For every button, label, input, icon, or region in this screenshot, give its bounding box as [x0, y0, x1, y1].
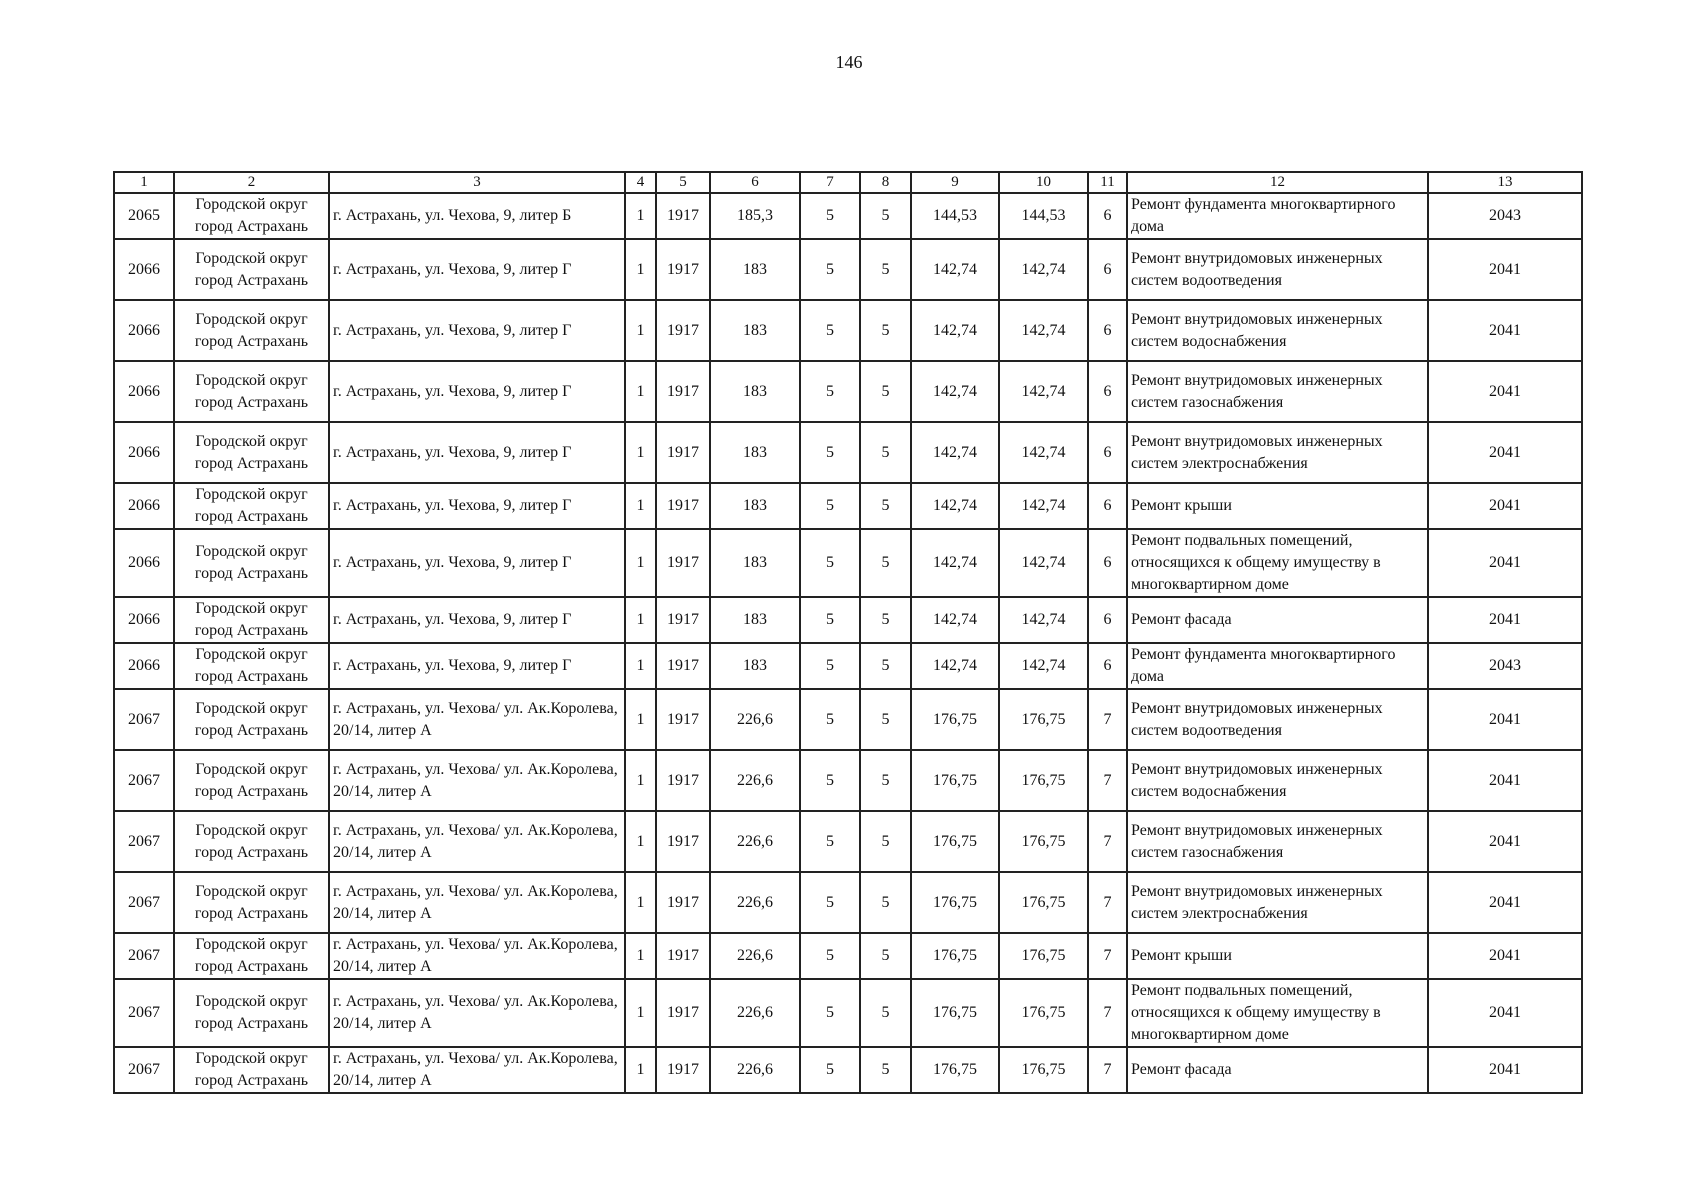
table-row: [114, 361, 1582, 422]
build-year-cell: 1917: [656, 1047, 710, 1093]
municipality-cell: Городской округ город Астрахань: [174, 1047, 329, 1093]
municipality-cell: Городской округ город Астрахань: [174, 300, 329, 361]
work-type-cell: Ремонт внутридомовых инженерных систем газоснабжения: [1127, 361, 1428, 422]
column-header: 2: [174, 172, 329, 193]
total-area-cell: 226,6: [710, 811, 800, 872]
area-value-9-cell: 142,74: [911, 597, 999, 643]
area-value-9-cell: 142,74: [911, 361, 999, 422]
col-7-value-cell: 5: [800, 239, 860, 300]
col-8-value-cell: 5: [860, 872, 911, 933]
building-count-cell: 1: [625, 979, 656, 1047]
municipality-cell: Городской округ город Астрахань: [174, 597, 329, 643]
table-row: [114, 979, 1582, 1047]
col-11-value-cell: 6: [1088, 597, 1127, 643]
address-cell: г. Астрахань, ул. Чехова/ ул. Ак.Королева, 20/14, литер А: [329, 1047, 625, 1093]
municipality-cell: Городской округ город Астрахань: [174, 750, 329, 811]
area-value-10-cell: 176,75: [999, 750, 1088, 811]
planned-year-cell: 2041: [1428, 1047, 1582, 1093]
col-7-value-cell: 5: [800, 750, 860, 811]
total-area-cell: 226,6: [710, 750, 800, 811]
building-count-cell: 1: [625, 361, 656, 422]
work-type-cell: Ремонт фундамента многоквартирного дома: [1127, 193, 1428, 239]
build-year-cell: 1917: [656, 361, 710, 422]
col-7-value-cell: 5: [800, 933, 860, 979]
table-row: [114, 750, 1582, 811]
col-11-value-cell: 6: [1088, 239, 1127, 300]
row-number-cell: 2066: [114, 529, 174, 597]
planned-year-cell: 2041: [1428, 361, 1582, 422]
col-7-value-cell: 5: [800, 872, 860, 933]
building-count-cell: 1: [625, 483, 656, 529]
planned-year-cell: 2041: [1428, 689, 1582, 750]
build-year-cell: 1917: [656, 979, 710, 1047]
total-area-cell: 226,6: [710, 1047, 800, 1093]
col-11-value-cell: 7: [1088, 1047, 1127, 1093]
col-7-value-cell: 5: [800, 689, 860, 750]
table-row: [114, 811, 1582, 872]
municipality-cell: Городской округ город Астрахань: [174, 933, 329, 979]
area-value-10-cell: 142,74: [999, 643, 1088, 689]
col-11-value-cell: 7: [1088, 979, 1127, 1047]
building-count-cell: 1: [625, 811, 656, 872]
col-11-value-cell: 6: [1088, 193, 1127, 239]
table-header-row: [114, 172, 1582, 193]
planned-year-cell: 2041: [1428, 239, 1582, 300]
address-cell: г. Астрахань, ул. Чехова, 9, литер Г: [329, 239, 625, 300]
work-type-cell: Ремонт внутридомовых инженерных систем электроснабжения: [1127, 422, 1428, 483]
total-area-cell: 226,6: [710, 979, 800, 1047]
work-type-cell: Ремонт крыши: [1127, 483, 1428, 529]
address-cell: г. Астрахань, ул. Чехова/ ул. Ак.Королева, 20/14, литер А: [329, 811, 625, 872]
col-7-value-cell: 5: [800, 361, 860, 422]
build-year-cell: 1917: [656, 872, 710, 933]
total-area-cell: 183: [710, 483, 800, 529]
table-row: [114, 933, 1582, 979]
build-year-cell: 1917: [656, 597, 710, 643]
area-value-10-cell: 176,75: [999, 811, 1088, 872]
row-number-cell: 2067: [114, 1047, 174, 1093]
table-row: [114, 689, 1582, 750]
area-value-10-cell: 144,53: [999, 193, 1088, 239]
total-area-cell: 183: [710, 361, 800, 422]
area-value-10-cell: 142,74: [999, 597, 1088, 643]
col-7-value-cell: 5: [800, 300, 860, 361]
area-value-10-cell: 176,75: [999, 689, 1088, 750]
row-number-cell: 2066: [114, 643, 174, 689]
table-row: [114, 1047, 1582, 1093]
building-count-cell: 1: [625, 239, 656, 300]
municipality-cell: Городской округ город Астрахань: [174, 979, 329, 1047]
table-row: [114, 193, 1582, 239]
area-value-9-cell: 142,74: [911, 239, 999, 300]
area-value-10-cell: 176,75: [999, 933, 1088, 979]
address-cell: г. Астрахань, ул. Чехова/ ул. Ак.Королева, 20/14, литер А: [329, 689, 625, 750]
area-value-10-cell: 142,74: [999, 422, 1088, 483]
build-year-cell: 1917: [656, 811, 710, 872]
col-7-value-cell: 5: [800, 643, 860, 689]
work-type-cell: Ремонт фасада: [1127, 1047, 1428, 1093]
planned-year-cell: 2041: [1428, 529, 1582, 597]
col-11-value-cell: 6: [1088, 300, 1127, 361]
planned-year-cell: 2043: [1428, 643, 1582, 689]
municipality-cell: Городской округ город Астрахань: [174, 811, 329, 872]
col-8-value-cell: 5: [860, 529, 911, 597]
table-row: [114, 483, 1582, 529]
building-count-cell: 1: [625, 597, 656, 643]
area-value-9-cell: 176,75: [911, 1047, 999, 1093]
table-row: [114, 422, 1582, 483]
planned-year-cell: 2041: [1428, 872, 1582, 933]
planned-year-cell: 2041: [1428, 933, 1582, 979]
address-cell: г. Астрахань, ул. Чехова, 9, литер Б: [329, 193, 625, 239]
col-11-value-cell: 7: [1088, 933, 1127, 979]
total-area-cell: 183: [710, 422, 800, 483]
col-8-value-cell: 5: [860, 979, 911, 1047]
planned-year-cell: 2041: [1428, 979, 1582, 1047]
planned-year-cell: 2041: [1428, 597, 1582, 643]
row-number-cell: 2067: [114, 689, 174, 750]
col-7-value-cell: 5: [800, 979, 860, 1047]
row-number-cell: 2066: [114, 300, 174, 361]
building-count-cell: 1: [625, 529, 656, 597]
work-type-cell: Ремонт внутридомовых инженерных систем водоотведения: [1127, 239, 1428, 300]
column-header: 5: [656, 172, 710, 193]
table-row: [114, 300, 1582, 361]
build-year-cell: 1917: [656, 483, 710, 529]
col-7-value-cell: 5: [800, 597, 860, 643]
col-7-value-cell: 5: [800, 483, 860, 529]
area-value-9-cell: 142,74: [911, 529, 999, 597]
municipality-cell: Городской округ город Астрахань: [174, 239, 329, 300]
total-area-cell: 183: [710, 597, 800, 643]
row-number-cell: 2067: [114, 933, 174, 979]
total-area-cell: 183: [710, 643, 800, 689]
address-cell: г. Астрахань, ул. Чехова, 9, литер Г: [329, 597, 625, 643]
col-8-value-cell: 5: [860, 300, 911, 361]
work-type-cell: Ремонт фасада: [1127, 597, 1428, 643]
address-cell: г. Астрахань, ул. Чехова, 9, литер Г: [329, 529, 625, 597]
municipality-cell: Городской округ город Астрахань: [174, 422, 329, 483]
address-cell: г. Астрахань, ул. Чехова, 9, литер Г: [329, 483, 625, 529]
area-value-9-cell: 176,75: [911, 872, 999, 933]
area-value-9-cell: 176,75: [911, 689, 999, 750]
municipality-cell: Городской округ город Астрахань: [174, 529, 329, 597]
table-row: [114, 239, 1582, 300]
area-value-10-cell: 176,75: [999, 1047, 1088, 1093]
address-cell: г. Астрахань, ул. Чехова/ ул. Ак.Королева, 20/14, литер А: [329, 933, 625, 979]
column-header: 7: [800, 172, 860, 193]
area-value-10-cell: 142,74: [999, 361, 1088, 422]
col-11-value-cell: 7: [1088, 750, 1127, 811]
build-year-cell: 1917: [656, 933, 710, 979]
planned-year-cell: 2041: [1428, 811, 1582, 872]
planned-year-cell: 2041: [1428, 750, 1582, 811]
area-value-10-cell: 176,75: [999, 872, 1088, 933]
row-number-cell: 2067: [114, 872, 174, 933]
col-8-value-cell: 5: [860, 597, 911, 643]
area-value-9-cell: 176,75: [911, 933, 999, 979]
municipality-cell: Городской округ город Астрахань: [174, 193, 329, 239]
column-header: 9: [911, 172, 999, 193]
row-number-cell: 2067: [114, 750, 174, 811]
work-type-cell: Ремонт фундамента многоквартирного дома: [1127, 643, 1428, 689]
total-area-cell: 226,6: [710, 933, 800, 979]
column-header: 1: [114, 172, 174, 193]
col-8-value-cell: 5: [860, 689, 911, 750]
col-8-value-cell: 5: [860, 811, 911, 872]
area-value-9-cell: 142,74: [911, 300, 999, 361]
column-header: 4: [625, 172, 656, 193]
build-year-cell: 1917: [656, 300, 710, 361]
address-cell: г. Астрахань, ул. Чехова, 9, литер Г: [329, 300, 625, 361]
address-cell: г. Астрахань, ул. Чехова, 9, литер Г: [329, 422, 625, 483]
area-value-9-cell: 144,53: [911, 193, 999, 239]
col-7-value-cell: 5: [800, 193, 860, 239]
planned-year-cell: 2041: [1428, 483, 1582, 529]
column-header: 13: [1428, 172, 1582, 193]
municipality-cell: Городской округ город Астрахань: [174, 361, 329, 422]
column-header: 6: [710, 172, 800, 193]
building-count-cell: 1: [625, 872, 656, 933]
col-8-value-cell: 5: [860, 193, 911, 239]
col-11-value-cell: 6: [1088, 361, 1127, 422]
total-area-cell: 226,6: [710, 689, 800, 750]
work-type-cell: Ремонт подвальных помещений, относящихся к общему имуществу в многоквартирном доме: [1127, 979, 1428, 1047]
table-row: [114, 643, 1582, 689]
municipality-cell: Городской округ город Астрахань: [174, 483, 329, 529]
row-number-cell: 2067: [114, 811, 174, 872]
work-type-cell: Ремонт подвальных помещений, относящихся к общему имуществу в многоквартирном доме: [1127, 529, 1428, 597]
area-value-10-cell: 142,74: [999, 529, 1088, 597]
col-8-value-cell: 5: [860, 239, 911, 300]
col-8-value-cell: 5: [860, 483, 911, 529]
planned-year-cell: 2041: [1428, 300, 1582, 361]
build-year-cell: 1917: [656, 239, 710, 300]
col-11-value-cell: 6: [1088, 422, 1127, 483]
col-11-value-cell: 6: [1088, 643, 1127, 689]
col-7-value-cell: 5: [800, 811, 860, 872]
build-year-cell: 1917: [656, 422, 710, 483]
area-value-10-cell: 142,74: [999, 239, 1088, 300]
column-header: 10: [999, 172, 1088, 193]
area-value-10-cell: 142,74: [999, 300, 1088, 361]
build-year-cell: 1917: [656, 643, 710, 689]
address-cell: г. Астрахань, ул. Чехова, 9, литер Г: [329, 361, 625, 422]
row-number-cell: 2066: [114, 361, 174, 422]
column-header: 12: [1127, 172, 1428, 193]
municipality-cell: Городской округ город Астрахань: [174, 643, 329, 689]
row-number-cell: 2067: [114, 979, 174, 1047]
area-value-10-cell: 176,75: [999, 979, 1088, 1047]
municipality-cell: Городской округ город Астрахань: [174, 872, 329, 933]
planned-year-cell: 2043: [1428, 193, 1582, 239]
building-count-cell: 1: [625, 750, 656, 811]
row-number-cell: 2065: [114, 193, 174, 239]
work-type-cell: Ремонт внутридомовых инженерных систем водоотведения: [1127, 689, 1428, 750]
address-cell: г. Астрахань, ул. Чехова/ ул. Ак.Королева, 20/14, литер А: [329, 872, 625, 933]
col-11-value-cell: 7: [1088, 689, 1127, 750]
page-number: 146: [835, 52, 863, 72]
build-year-cell: 1917: [656, 750, 710, 811]
row-number-cell: 2066: [114, 597, 174, 643]
row-number-cell: 2066: [114, 422, 174, 483]
table-body: [114, 193, 1582, 1093]
build-year-cell: 1917: [656, 529, 710, 597]
building-count-cell: 1: [625, 422, 656, 483]
col-11-value-cell: 6: [1088, 483, 1127, 529]
total-area-cell: 183: [710, 239, 800, 300]
area-value-9-cell: 142,74: [911, 483, 999, 529]
column-header: 11: [1088, 172, 1127, 193]
col-7-value-cell: 5: [800, 1047, 860, 1093]
address-cell: г. Астрахань, ул. Чехова/ ул. Ак.Королева, 20/14, литер А: [329, 750, 625, 811]
build-year-cell: 1917: [656, 689, 710, 750]
col-8-value-cell: 5: [860, 750, 911, 811]
col-11-value-cell: 6: [1088, 529, 1127, 597]
col-8-value-cell: 5: [860, 933, 911, 979]
row-number-cell: 2066: [114, 239, 174, 300]
address-cell: г. Астрахань, ул. Чехова/ ул. Ак.Королева, 20/14, литер А: [329, 979, 625, 1047]
col-8-value-cell: 5: [860, 422, 911, 483]
work-type-cell: Ремонт внутридомовых инженерных систем водоснабжения: [1127, 300, 1428, 361]
total-area-cell: 185,3: [710, 193, 800, 239]
municipality-cell: Городской округ город Астрахань: [174, 689, 329, 750]
col-8-value-cell: 5: [860, 361, 911, 422]
planned-year-cell: 2041: [1428, 422, 1582, 483]
area-value-9-cell: 176,75: [911, 979, 999, 1047]
area-value-9-cell: 142,74: [911, 643, 999, 689]
area-value-9-cell: 176,75: [911, 811, 999, 872]
column-header: 3: [329, 172, 625, 193]
building-count-cell: 1: [625, 643, 656, 689]
table-row: [114, 872, 1582, 933]
col-11-value-cell: 7: [1088, 811, 1127, 872]
table-row: [114, 529, 1582, 597]
area-value-10-cell: 142,74: [999, 483, 1088, 529]
col-8-value-cell: 5: [860, 643, 911, 689]
work-type-cell: Ремонт крыши: [1127, 933, 1428, 979]
col-7-value-cell: 5: [800, 422, 860, 483]
row-number-cell: 2066: [114, 483, 174, 529]
work-type-cell: Ремонт внутридомовых инженерных систем электроснабжения: [1127, 872, 1428, 933]
building-count-cell: 1: [625, 689, 656, 750]
col-11-value-cell: 7: [1088, 872, 1127, 933]
total-area-cell: 226,6: [710, 872, 800, 933]
build-year-cell: 1917: [656, 193, 710, 239]
registry-table: [113, 171, 1583, 1094]
total-area-cell: 183: [710, 529, 800, 597]
building-count-cell: 1: [625, 193, 656, 239]
building-count-cell: 1: [625, 300, 656, 361]
work-type-cell: Ремонт внутридомовых инженерных систем газоснабжения: [1127, 811, 1428, 872]
address-cell: г. Астрахань, ул. Чехова, 9, литер Г: [329, 643, 625, 689]
building-count-cell: 1: [625, 933, 656, 979]
area-value-9-cell: 176,75: [911, 750, 999, 811]
work-type-cell: Ремонт внутридомовых инженерных систем водоснабжения: [1127, 750, 1428, 811]
building-count-cell: 1: [625, 1047, 656, 1093]
col-8-value-cell: 5: [860, 1047, 911, 1093]
area-value-9-cell: 142,74: [911, 422, 999, 483]
column-header: 8: [860, 172, 911, 193]
col-7-value-cell: 5: [800, 529, 860, 597]
table-row: [114, 597, 1582, 643]
total-area-cell: 183: [710, 300, 800, 361]
